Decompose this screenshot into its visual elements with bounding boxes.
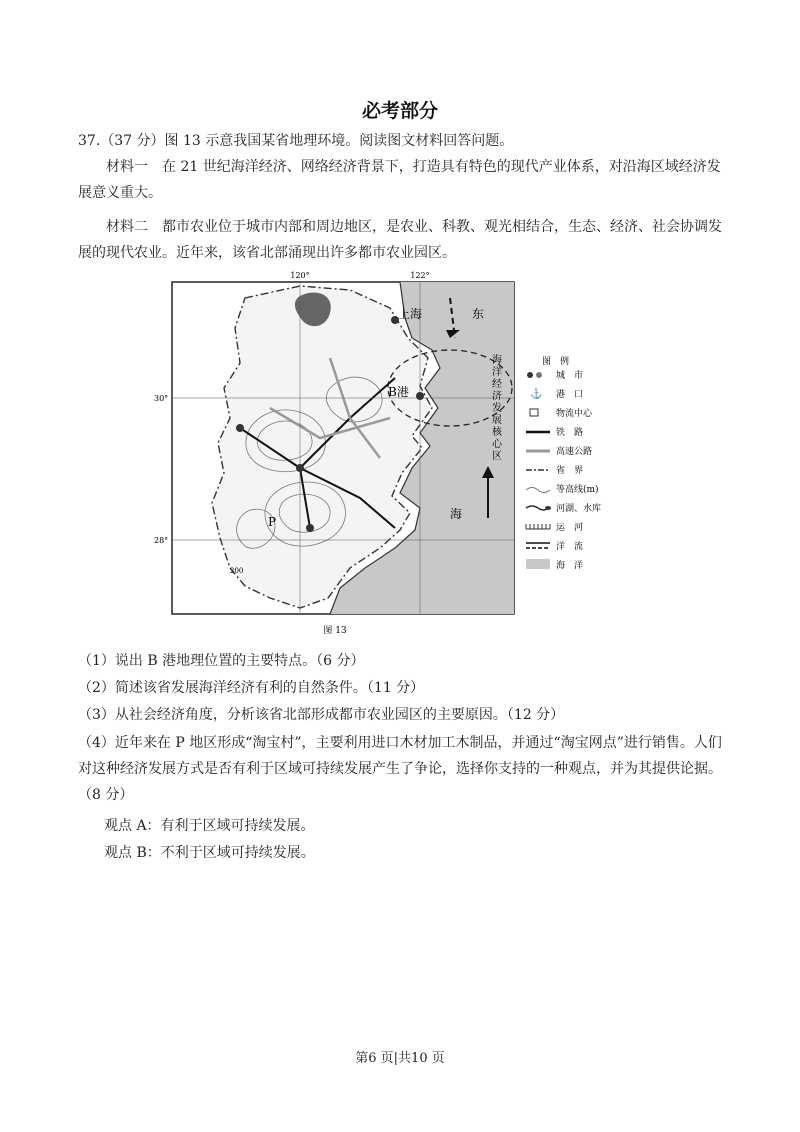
figure-13-map bbox=[150, 268, 620, 638]
sub-question-3: （3）从社会经济角度，分析该省北部形成都市农业园区的主要原因。（12 分） bbox=[78, 707, 565, 723]
map-svg bbox=[150, 268, 620, 638]
material-two: 材料二 都市农业位于城市内部和周边地区，是农业、科教、观光相结合，生态、经济、社会协调发展的现代农业。近年来，该省北部涌现出许多都市农业园区。 bbox=[78, 219, 722, 261]
contour-value-label: 200 bbox=[230, 567, 244, 575]
legend-row bbox=[526, 483, 599, 495]
contour-icon bbox=[526, 488, 550, 493]
legend-label: 物流中心 bbox=[556, 409, 593, 419]
legend-row bbox=[526, 426, 583, 438]
question-header: 37.（37 分）图 13 示意我国某省地理环境。阅读图文材料回答问题。 bbox=[78, 133, 514, 149]
sub-question-4: （4）近年来在 P 地区形成“淘宝村”，主要利用进口木材加工木制品，并通过“淘宝网点”进行销售。人们对这种经济发展方式是否有利于区域可持续发展产生了争论，选择你支持的一种观点，并为其提供论据。（8 分） bbox=[78, 735, 722, 803]
legend-label: 等高线(m) bbox=[556, 485, 599, 495]
anchor-icon bbox=[530, 387, 542, 400]
logistics-icon bbox=[530, 409, 538, 416]
legend-row bbox=[527, 369, 583, 381]
page-footer: 第6 页|共10 页 bbox=[355, 1051, 445, 1066]
legend-row bbox=[526, 522, 583, 533]
legend-label: 省 界 bbox=[556, 466, 584, 476]
legend-label: 高速公路 bbox=[556, 447, 593, 457]
viewpoint-b: 观点 B：不利于区域可持续发展。 bbox=[104, 845, 315, 861]
figure-caption: 图 13 bbox=[323, 626, 347, 636]
legend-label: 海 洋 bbox=[556, 561, 584, 571]
legend-label: 城 市 bbox=[556, 371, 584, 381]
legend-row bbox=[526, 445, 592, 457]
legend-label: 河湖、水库 bbox=[556, 504, 602, 514]
label-sea-hai: 海 bbox=[450, 507, 463, 521]
section-title: 必考部分 bbox=[361, 100, 438, 122]
sub-question-2: （2）简述该省发展海洋经济有利的自然条件。（11 分） bbox=[78, 680, 425, 696]
ocean-icon bbox=[526, 559, 550, 569]
legend-label: 运 河 bbox=[556, 523, 584, 533]
legend-row bbox=[526, 502, 601, 514]
lat-label-30: 30° bbox=[154, 394, 169, 403]
svg-text:⚓: ⚓ bbox=[530, 389, 543, 400]
label-region-p: P bbox=[268, 515, 277, 529]
legend-title: 图 例 bbox=[542, 357, 570, 367]
material-one: 材料一 在 21 世纪海洋经济、网络经济背景下，打造具有特色的现代产业体系，对沿海区域经济发展意义重大。 bbox=[78, 159, 721, 201]
legend-row bbox=[530, 387, 583, 400]
city-icon bbox=[527, 372, 542, 378]
core-zone-label bbox=[492, 353, 503, 462]
legend-label: 港 口 bbox=[556, 390, 584, 400]
current-icon bbox=[526, 543, 550, 548]
legend-row bbox=[526, 559, 583, 571]
legend-label: 洋 流 bbox=[556, 542, 584, 552]
legend-label: 铁 路 bbox=[556, 428, 584, 438]
lon-label-120: 120° bbox=[290, 271, 310, 280]
label-port-b: B港 bbox=[388, 385, 409, 399]
legend-row bbox=[530, 407, 593, 419]
core-zone-vertical-text: 海洋经济发展核心区 bbox=[492, 355, 502, 462]
sub-question-1: （1）说出 B 港地理位置的主要特点。（6 分） bbox=[78, 653, 365, 669]
river-lake-icon bbox=[526, 506, 551, 510]
viewpoint-a: 观点 A：有利于区域可持续发展。 bbox=[104, 818, 315, 834]
label-sea-east: 东 bbox=[472, 307, 485, 321]
legend bbox=[526, 369, 601, 571]
lon-label-122: 122° bbox=[410, 271, 430, 280]
legend-row bbox=[526, 540, 583, 552]
legend-row bbox=[526, 464, 583, 476]
canal-icon bbox=[526, 524, 550, 529]
label-shanghai: 上海 bbox=[398, 307, 423, 321]
lat-label-28: 28° bbox=[154, 536, 169, 545]
